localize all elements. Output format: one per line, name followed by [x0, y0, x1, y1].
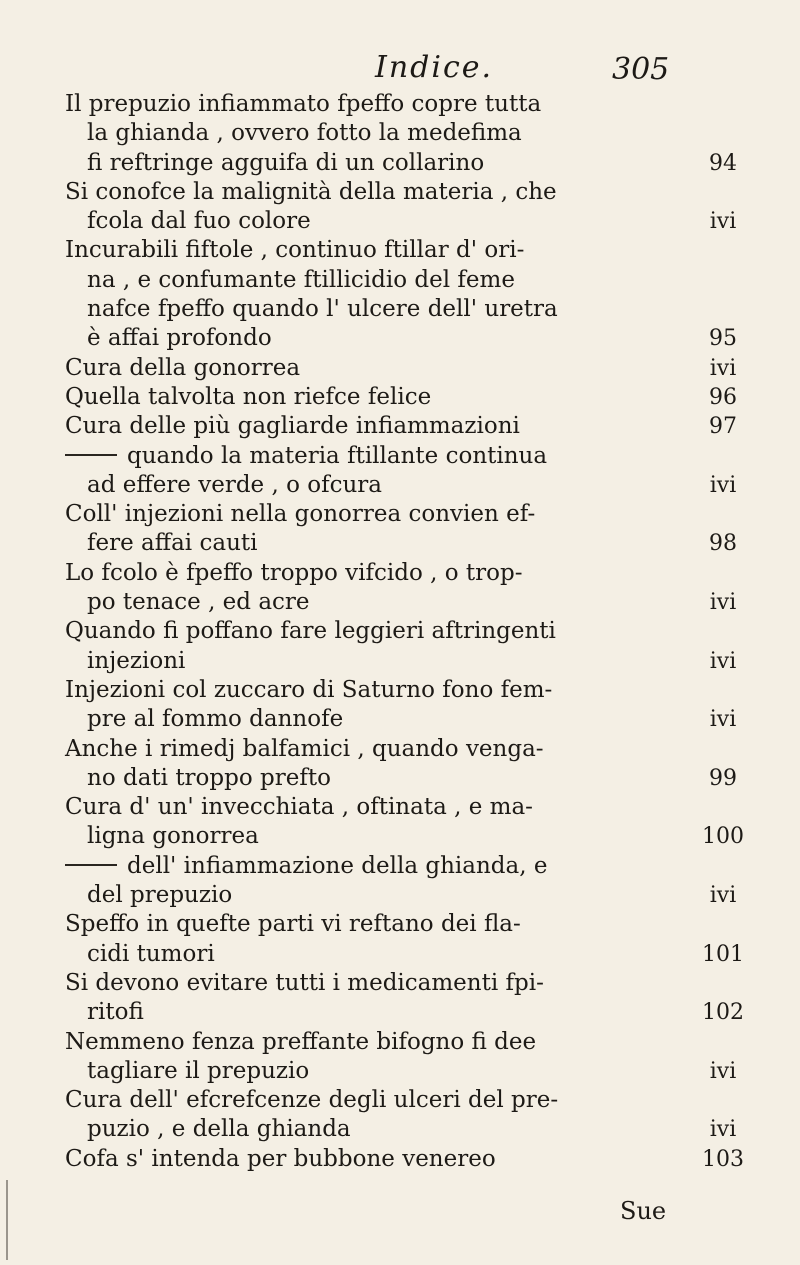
index-line	[65, 910, 745, 939]
index-line	[65, 178, 745, 207]
index-line-text	[65, 969, 544, 998]
entry-text: dell' infiammazione della ghianda, e	[127, 852, 548, 879]
index-line-text	[65, 383, 431, 412]
entry-text: Cura dell' efcrefcenze degli ulceri del pre-	[65, 1087, 559, 1114]
entry-text: Incurabili fiftole , continuo ftillar d' ori-	[65, 237, 525, 264]
entry-page-ref: 103	[702, 1146, 744, 1172]
index-line-text	[65, 1145, 496, 1174]
index-line-text	[87, 471, 382, 500]
index-line	[65, 793, 745, 822]
entry-page-ref: ivi	[709, 648, 737, 674]
index-line	[65, 90, 745, 119]
entry-page-ref: ivi	[709, 1058, 737, 1084]
index-line-text	[65, 1086, 558, 1115]
entry-text: no dati troppo prefto	[87, 764, 331, 791]
entry-page-ref: ivi	[709, 883, 737, 909]
index-line	[65, 735, 745, 764]
index-line	[65, 149, 745, 178]
entry-text: fere affai cauti	[87, 530, 258, 557]
index-line	[65, 559, 745, 588]
index-line-text	[87, 1057, 309, 1086]
index-line	[65, 354, 745, 383]
index-line-text	[87, 705, 343, 734]
entry-page-ref: 95	[709, 326, 737, 352]
repeat-dash	[65, 864, 117, 866]
entry-text: Il prepuzio infiammato fpeffo copre tutta	[65, 91, 542, 117]
index-line-text	[65, 354, 300, 383]
index-line	[65, 500, 745, 529]
index-line-text	[87, 1115, 351, 1144]
entry-text: Cofa s' intenda per bubbone venereo	[65, 1145, 496, 1172]
index-line	[65, 588, 745, 617]
entry-page-ref: 97	[709, 414, 737, 440]
index-line	[65, 822, 745, 851]
index-line	[65, 1057, 745, 1086]
entry-text: Injezioni col zuccaro di Saturno fono fem-	[65, 676, 553, 703]
index-line	[65, 383, 745, 412]
index-line	[65, 1028, 745, 1057]
index-line	[65, 295, 745, 324]
index-line	[65, 969, 745, 998]
page-header	[0, 50, 800, 90]
entry-text: Cura delle più gagliarde infiammazioni	[65, 413, 520, 440]
index-line-text	[87, 295, 558, 324]
index-line	[65, 412, 745, 441]
index-line-text	[87, 149, 484, 178]
index-line	[65, 442, 745, 471]
entry-page-ref: ivi	[709, 1117, 737, 1143]
catchword: Sue	[620, 1197, 667, 1225]
index-line	[65, 529, 745, 558]
entry-page-ref: ivi	[709, 209, 737, 235]
entry-text: fcola dal fuo colore	[87, 208, 311, 235]
index-line	[65, 764, 745, 793]
index-line-text	[87, 881, 232, 910]
entry-page-ref: ivi	[709, 355, 737, 381]
index-line-text	[87, 998, 144, 1027]
index-line-text	[65, 559, 522, 588]
entry-text: la ghianda , ovvero fotto la medefima	[87, 120, 522, 147]
index-line-text	[65, 617, 556, 646]
page-edge-line	[6, 1180, 8, 1260]
index-line	[65, 471, 745, 500]
index-line	[65, 852, 745, 881]
entry-text: cidi tumori	[87, 940, 215, 967]
entry-page-ref: 102	[702, 1000, 744, 1026]
index-line	[65, 266, 745, 295]
entry-text: ad effere verde , o ofcura	[87, 471, 383, 498]
index-line-text	[87, 266, 515, 295]
entry-text: po tenace , ed acre	[87, 589, 310, 616]
index-line-text	[65, 90, 541, 119]
index-line-text	[87, 529, 257, 558]
index-line	[65, 705, 745, 734]
entry-text: ligna gonorrea	[87, 823, 259, 850]
entry-text: Nemmeno fenza preffante bifogno fi dee	[65, 1028, 537, 1055]
index-line-text	[65, 236, 524, 265]
index-line	[65, 647, 745, 676]
entry-text: del prepuzio	[87, 882, 233, 909]
index-line	[65, 676, 745, 705]
index-line-text	[87, 588, 310, 617]
running-title: Indice.	[375, 50, 494, 85]
index-line-text	[87, 647, 185, 676]
entry-text: Quando fi poffano fare leggieri aftringenti	[65, 618, 556, 645]
index-entries	[65, 90, 745, 1174]
index-line-text	[65, 500, 535, 529]
entry-text: ritofi	[87, 999, 144, 1026]
entry-text: Si devono evitare tutti i medicamenti fpi-	[65, 969, 544, 996]
entry-text: Cura della gonorrea	[65, 354, 301, 381]
entry-page-ref: 100	[702, 824, 744, 850]
entry-text: Anche i rimedj balfamici , quando venga-	[65, 735, 544, 762]
index-line	[65, 881, 745, 910]
entry-page-ref: 96	[709, 384, 737, 410]
index-line-text	[65, 793, 533, 822]
index-line	[65, 207, 745, 236]
index-line-text	[65, 735, 544, 764]
index-line-text	[65, 1028, 536, 1057]
entry-text: Quella talvolta non riefce felice	[65, 383, 432, 410]
entry-text: quando la materia ftillante continua	[127, 442, 548, 469]
entry-text: tagliare il prepuzio	[87, 1057, 310, 1084]
entry-page-ref: 99	[709, 765, 737, 791]
index-line-text	[87, 207, 311, 236]
index-line	[65, 617, 745, 646]
entry-text: Coll' injezioni nella gonorrea convien ef-	[65, 501, 536, 528]
index-line-text	[65, 442, 547, 471]
index-line	[65, 940, 745, 969]
index-line	[65, 1115, 745, 1144]
index-line-text	[65, 412, 520, 441]
entry-text: Si conofce la malignità della materia , che	[65, 178, 557, 205]
entry-text: pre al fommo dannofe	[87, 706, 344, 733]
index-line	[65, 236, 745, 265]
index-line-text	[87, 324, 272, 353]
index-line-text	[65, 852, 547, 881]
repeat-dash	[65, 454, 117, 456]
entry-page-ref: ivi	[709, 590, 737, 616]
index-line	[65, 1086, 745, 1115]
index-line	[65, 1145, 745, 1174]
index-line-text	[65, 676, 552, 705]
entry-page-ref: ivi	[709, 707, 737, 733]
index-line	[65, 998, 745, 1027]
entry-text: Cura d' un' invecchiata , oftinata , e ma-	[65, 794, 533, 821]
entry-text: injezioni	[87, 647, 186, 674]
index-line-text	[87, 119, 522, 148]
entry-text: Speffo in quefte parti vi reftano dei fla-	[65, 911, 521, 938]
entry-page-ref: 98	[709, 531, 737, 557]
entry-text: fi reftringe agguifa di un collarino	[87, 149, 485, 176]
entry-text: è affai profondo	[87, 325, 272, 352]
entry-text: puzio , e della ghianda	[87, 1116, 351, 1143]
index-line	[65, 324, 745, 353]
entry-page-ref: 94	[709, 150, 737, 176]
index-line-text	[65, 910, 521, 939]
index-line-text	[87, 822, 259, 851]
entry-text: nafce fpeffo quando l' ulcere dell' uretra	[87, 296, 558, 323]
index-line-text	[87, 764, 331, 793]
entry-page-ref: ivi	[709, 472, 737, 498]
entry-text: na , e confumante ftillicidio del feme	[87, 266, 515, 293]
page-number: 305	[612, 52, 670, 87]
index-line-text	[65, 178, 557, 207]
entry-text: Lo fcolo è fpeffo troppo vifcido , o trop-	[65, 559, 523, 586]
index-line	[65, 119, 745, 148]
entry-page-ref: 101	[702, 941, 744, 967]
index-line-text	[87, 940, 215, 969]
